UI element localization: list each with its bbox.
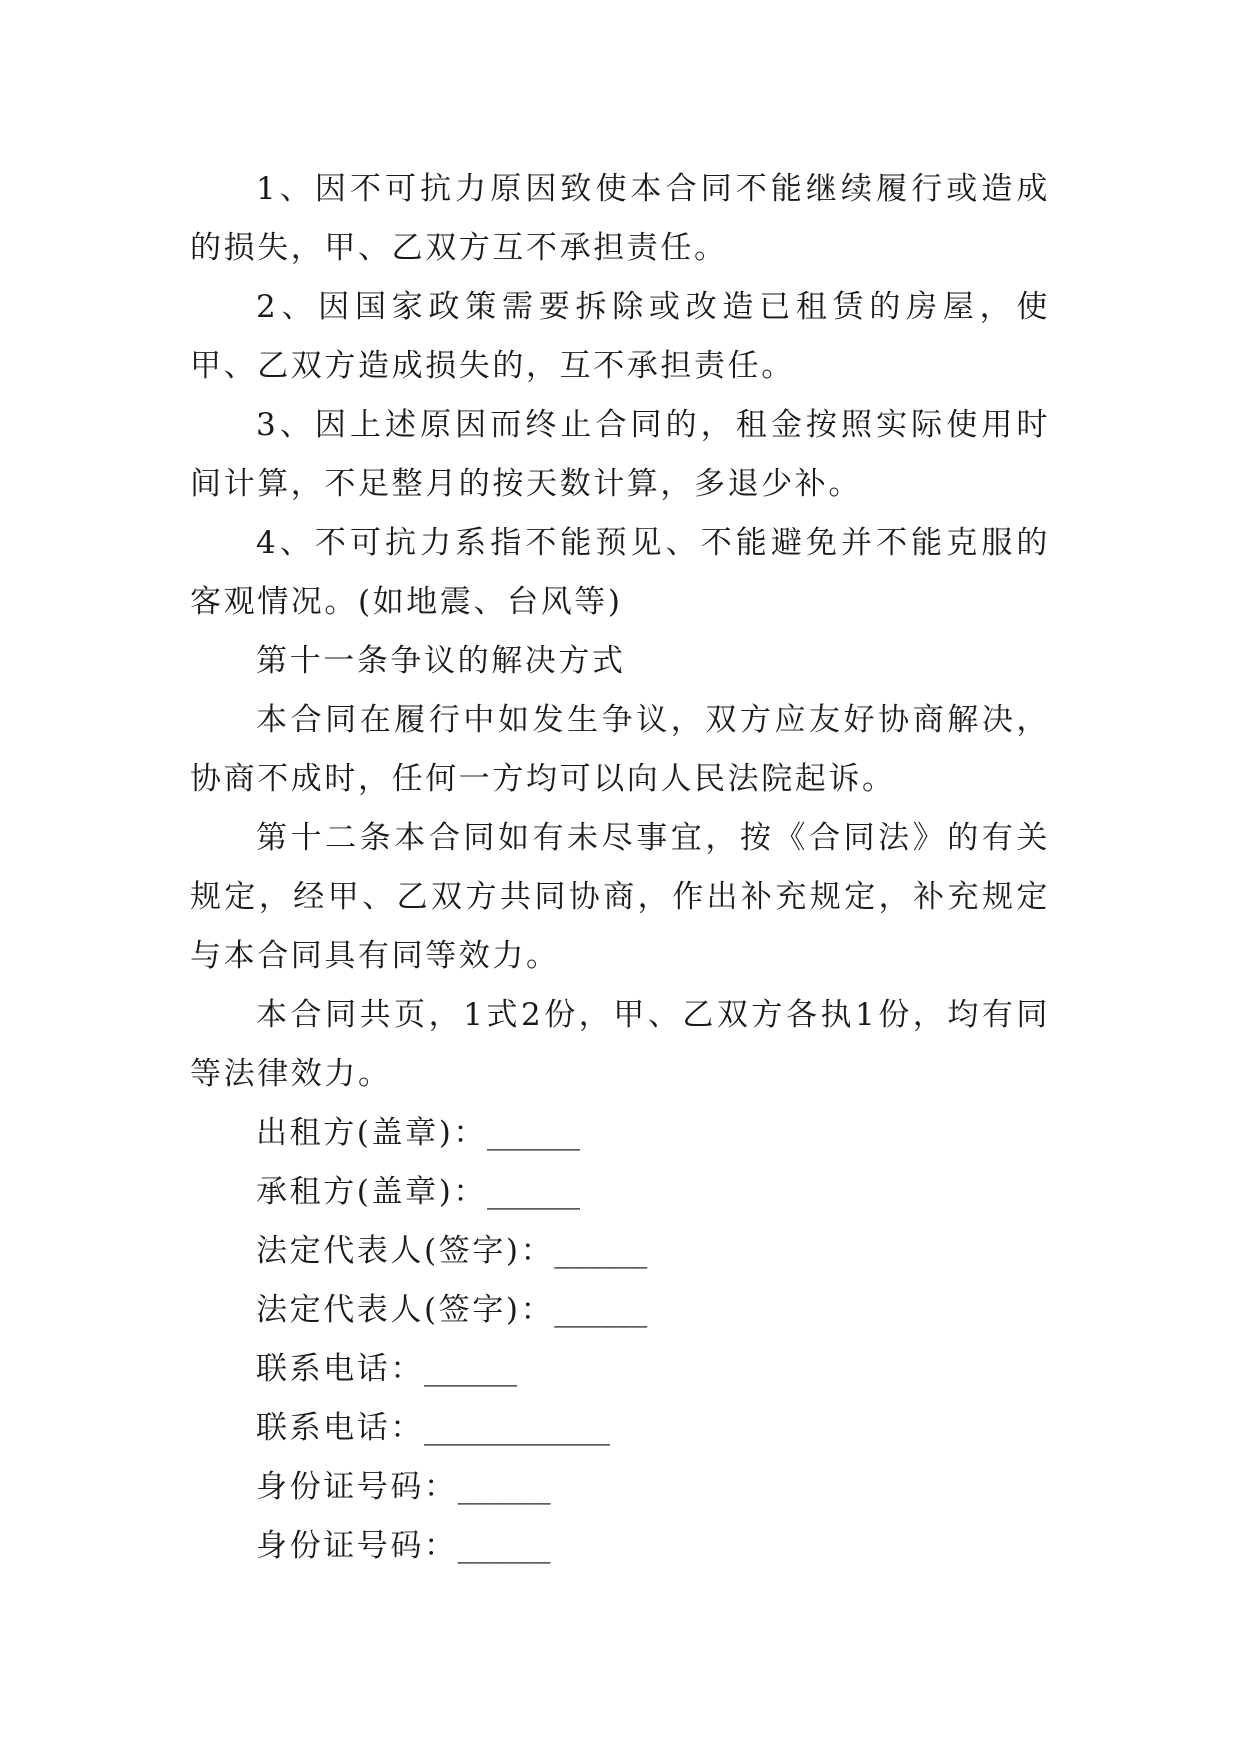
field-blank: ____________ [424, 1410, 610, 1446]
signature-field-lessor-seal [190, 1104, 1050, 1163]
signature-field-id-number-1 [190, 1458, 1050, 1517]
clause-force-majeure-1: 1、因不可抗力原因致使本合同不能继续履行或造成的损失，甲、乙双方互不承担责任。 [190, 171, 1050, 266]
article-11-body: 本合同在履行中如发生争议，双方应友好协商解决，协商不成时，任何一方均可以向人民法院起诉。 [190, 702, 1050, 797]
field-blank: ______ [554, 1292, 648, 1328]
field-blank: ______ [487, 1174, 580, 1210]
signature-field-representative-2 [190, 1281, 1050, 1340]
field-label: 承租方(盖章)： [256, 1174, 487, 1210]
signature-field-phone-2 [190, 1399, 1050, 1458]
field-blank: ______ [424, 1351, 517, 1387]
field-label: 联系电话： [256, 1410, 424, 1446]
field-label: 法定代表人(签字)： [256, 1292, 555, 1328]
clause-force-majeure-2: 2、因国家政策需要拆除或改造已租赁的房屋，使甲、乙双方造成损失的，互不承担责任。 [190, 289, 1050, 384]
field-label: 法定代表人(签字)： [256, 1233, 555, 1269]
copies-clause: 本合同共页，1式2份，甲、乙双方各执1份，均有同等法律效力。 [190, 997, 1050, 1092]
field-label: 联系电话： [256, 1351, 424, 1387]
clause-force-majeure-4: 4、不可抗力系指不能预见、不能避免并不能克服的客观情况。(如地震、台风等) [190, 525, 1050, 620]
signature-field-id-number-2 [190, 1517, 1050, 1576]
field-label: 身份证号码： [256, 1528, 458, 1564]
field-blank: ______ [457, 1469, 551, 1505]
field-label: 出租方(盖章)： [256, 1115, 487, 1151]
field-blank: ______ [554, 1233, 648, 1269]
clause-force-majeure-3: 3、因上述原因而终止合同的，租金按照实际使用时间计算，不足整月的按天数计算，多退少补。 [190, 407, 1050, 502]
field-blank: ______ [457, 1528, 551, 1564]
article-11-heading: 第十一条争议的解决方式 [256, 643, 626, 679]
signature-field-lessee-seal [190, 1163, 1050, 1222]
article-12: 第十二条本合同如有未尽事宜，按《合同法》的有关规定，经甲、乙双方共同协商，作出补充规定，补充规定与本合同具有同等效力。 [190, 820, 1050, 974]
signature-field-phone-1 [190, 1340, 1050, 1399]
field-label: 身份证号码： [256, 1469, 458, 1505]
field-blank: ______ [487, 1115, 580, 1151]
signature-field-representative-1 [190, 1222, 1050, 1281]
document-page [190, 160, 1050, 1576]
